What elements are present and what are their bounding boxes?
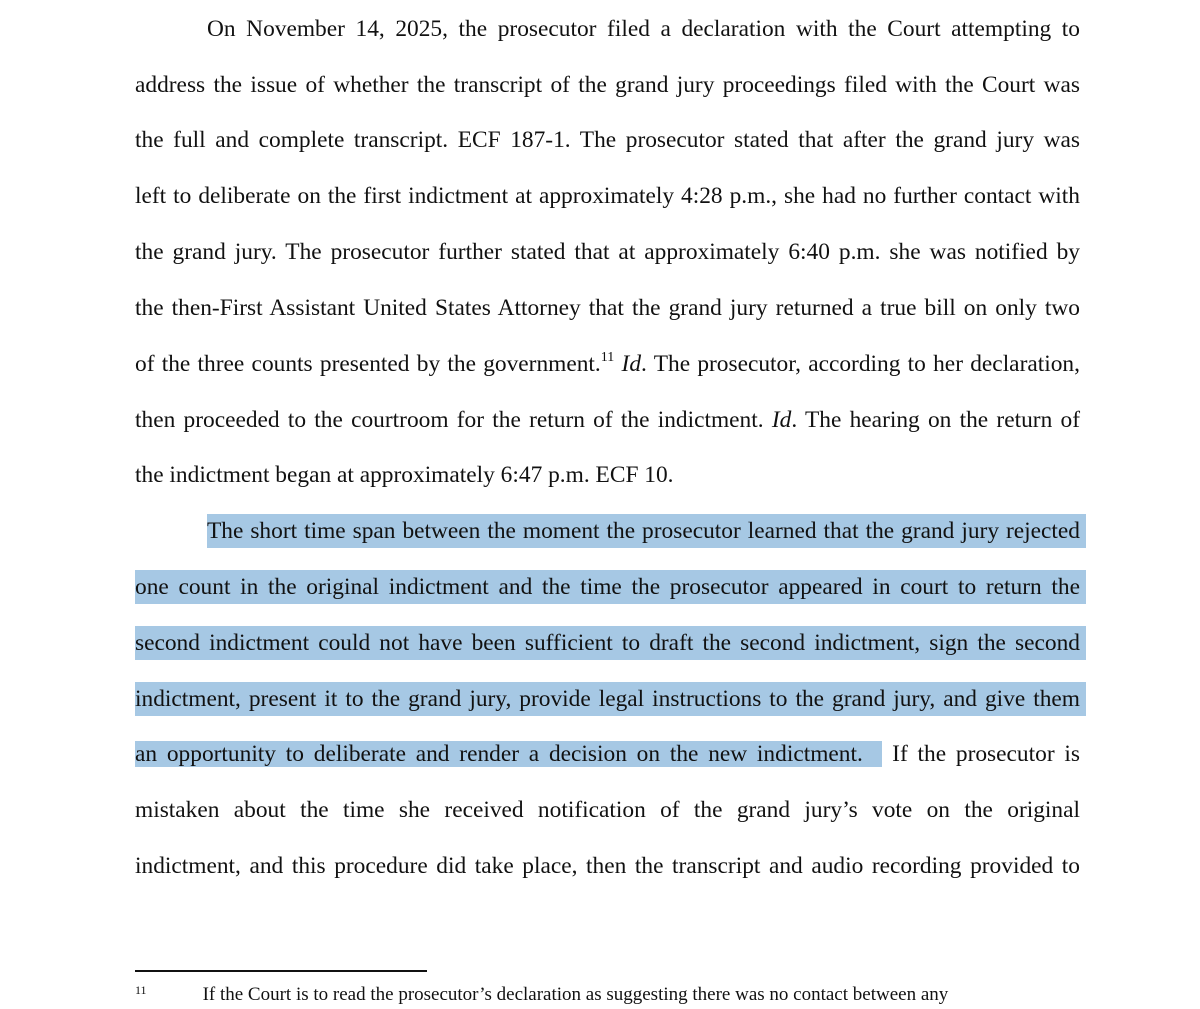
footnote-text: If the Court is to read the prosecutor’s declaration as suggesting there was no contact between any <box>202 984 949 1005</box>
line7-text-b: . The prosecutor, according to her declaration, <box>641 351 1080 377</box>
paragraph1-line-4: left to deliberate on the first indictment at approximately 4:28 p.m., she had no further contact with <box>135 183 1080 209</box>
paragraph1-line-2: address the issue of whether the transcript of the grand jury proceedings filed with the Court was <box>135 72 1080 98</box>
paragraph1-line-1: On November 14, 2025, the prosecutor filed a declaration with the Court attempting to <box>207 16 1080 42</box>
footnote-marker: 11 <box>135 983 147 997</box>
paragraph2-line-5 <box>135 737 1080 771</box>
highlighted-trailing-space[interactable] <box>863 741 883 767</box>
paragraph1-line-6: the then-First Assistant United States Attorney that the grand jury returned a true bill on only two <box>135 295 1080 321</box>
highlighted-line-2[interactable]: one count in the original indictment and the time the prosecutor appeared in court to return the <box>135 570 1086 604</box>
paragraph1-line-7 <box>135 347 1080 381</box>
paragraph1-line-9: the indictment began at approximately 6:47 p.m. ECF 10. <box>135 462 674 488</box>
highlighted-segment[interactable]: an opportunity to deliberate and render a decision on the new indictment. <box>135 741 863 767</box>
paragraph2-line-7: indictment, and this procedure did take place, then the transcript and audio recording provided to <box>135 853 1080 879</box>
highlighted-line-1[interactable]: The short time span between the moment the prosecutor learned that the grand jury rejected <box>207 514 1086 548</box>
line8-text-a: then proceeded to the courtroom for the return of the indictment. <box>135 407 772 433</box>
line7-text-a: of the three counts presented by the government. <box>135 351 601 377</box>
footnote-separator <box>135 970 427 972</box>
line8-text-b: . The hearing on the return of <box>791 407 1080 433</box>
highlighted-line-3[interactable]: second indictment could not have been sufficient to draft the second indictment, sign the second <box>135 626 1086 660</box>
paragraph2-line-6: mistaken about the time she received notification of the grand jury’s vote on the original <box>135 797 1080 823</box>
paragraph1-line-5: the grand jury. The prosecutor further stated that at approximately 6:40 p.m. she was notified by <box>135 239 1080 265</box>
id-citation: Id <box>621 351 642 377</box>
highlighted-line-4[interactable]: indictment, present it to the grand jury, provide legal instructions to the grand jury, and give them <box>135 682 1086 716</box>
paragraph1-line-3: the full and complete transcript. ECF 187-1. The prosecutor stated that after the grand jury was <box>135 127 1080 153</box>
id-citation: Id <box>771 407 792 433</box>
footnote-reference[interactable]: 11 <box>600 350 615 365</box>
line5-rest: If the prosecutor is <box>892 741 1080 767</box>
paragraph1-line-8 <box>135 403 1080 437</box>
